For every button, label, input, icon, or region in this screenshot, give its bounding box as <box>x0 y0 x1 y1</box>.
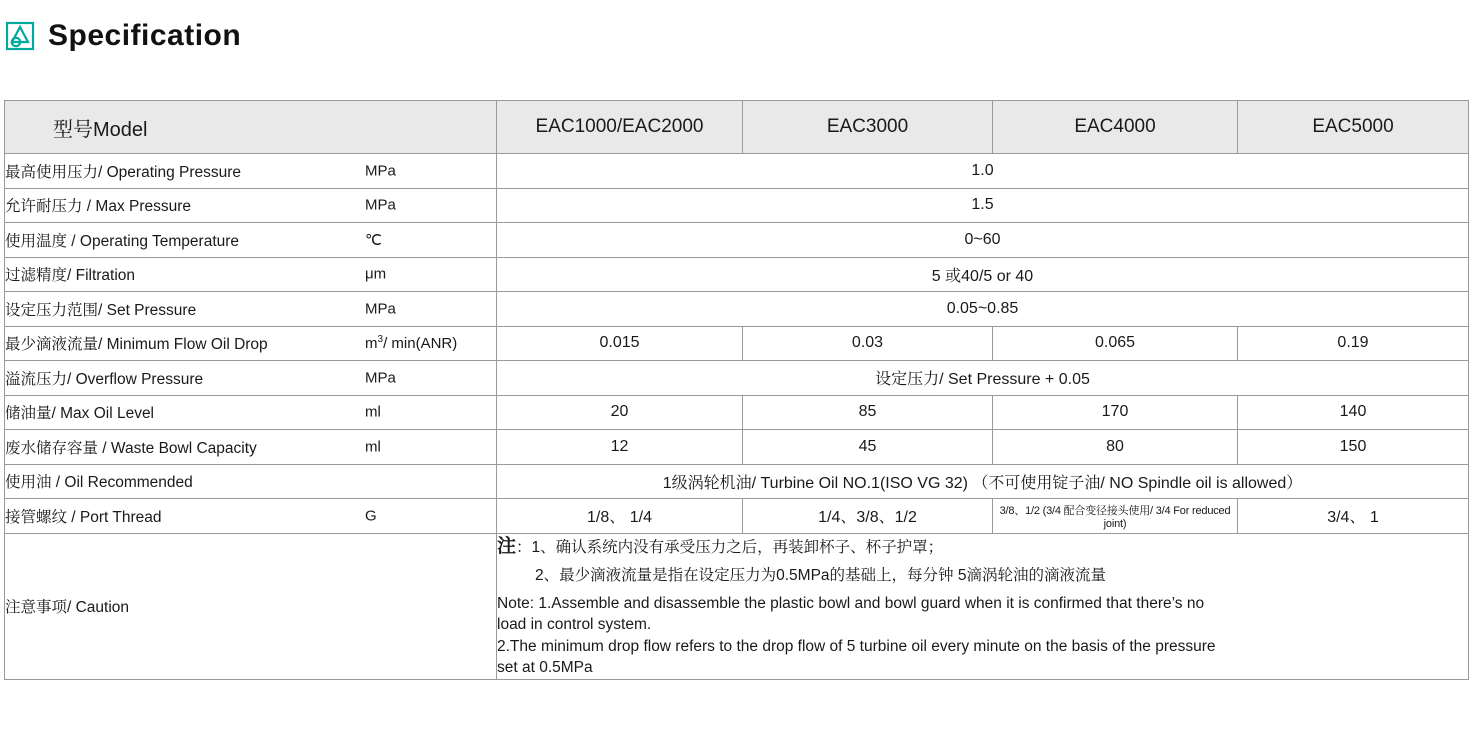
row-label-text: 允许耐压力 / Max Pressure <box>5 198 192 216</box>
row-unit-text: MPa <box>365 369 396 387</box>
row-unit-text: MPa <box>365 196 396 214</box>
header-cell-eac5000: EAC5000 <box>1238 101 1469 154</box>
table-row-caution <box>5 533 1469 679</box>
triangle-circle-square-logo-icon <box>6 20 36 52</box>
row-label-filtration <box>5 257 497 292</box>
page-title: Specification <box>48 19 242 52</box>
row-value-set-pressure: 0.05~0.85 <box>497 292 1469 327</box>
row-unit-text: μm <box>365 265 387 283</box>
row-value-waste-bowl-col3: 80 <box>993 430 1238 465</box>
row-label-operating-pressure <box>5 154 497 189</box>
row-label-operating-temperature <box>5 223 497 258</box>
row-label-text: 过滤精度/ Filtration <box>5 267 136 285</box>
row-value-max-oil-col2: 85 <box>743 395 993 430</box>
caution-en-line4: set at 0.5MPa <box>497 659 593 677</box>
caution-label: 注意事项/ Caution <box>5 533 497 679</box>
row-value-oil-recommended: 1级涡轮机油/ Turbine Oil NO.1(ISO VG 32) （不可使用锭子油/ NO Spindle oil is allowed） <box>497 464 1469 499</box>
table-row <box>5 464 1469 499</box>
table-row <box>5 188 1469 223</box>
row-value-operating-pressure: 1.0 <box>497 154 1469 189</box>
row-label-oil-recommended <box>5 464 497 499</box>
row-label-text: 设定压力范围/ Set Pressure <box>5 301 197 319</box>
row-label-text: 储油量/ Max Oil Level <box>5 405 155 423</box>
row-label-minimum-flow-oil-drop <box>5 326 497 361</box>
row-value-minimum-flow-col4: 0.19 <box>1238 326 1469 361</box>
row-label-text: 溢流压力/ Overflow Pressure <box>5 370 204 388</box>
row-value-port-thread-col1: 1/8、 1/4 <box>497 499 743 534</box>
row-value-waste-bowl-col2: 45 <box>743 430 993 465</box>
row-value-filtration: 5 或40/5 or 40 <box>497 257 1469 292</box>
caution-zhu-char: 注 <box>497 535 517 557</box>
row-value-max-oil-col3: 170 <box>993 395 1238 430</box>
table-row <box>5 395 1469 430</box>
header-cell-eac1000-2000: EAC1000/EAC2000 <box>497 101 743 154</box>
table-row <box>5 499 1469 534</box>
header-cell-eac4000: EAC4000 <box>993 101 1238 154</box>
row-value-max-oil-col1: 20 <box>497 395 743 430</box>
caution-en-line1: Note: 1.Assemble and disassemble the plastic bowl and bowl guard when it is confirmed that there’s no <box>497 595 1205 613</box>
caution-content <box>497 533 1469 679</box>
table-row <box>5 430 1469 465</box>
row-value-overflow-pressure: 设定压力/ Set Pressure + 0.05 <box>497 361 1469 396</box>
caution-en-line3: 2.The minimum drop flow refers to the drop flow of 5 turbine oil every minute on the basis of the pressure <box>497 637 1216 655</box>
row-value-port-thread-col2: 1/4、3/8、1/2 <box>743 499 993 534</box>
header-cell-eac3000: EAC3000 <box>743 101 993 154</box>
header-cell-model: 型号Model <box>5 101 497 154</box>
row-label-text: 废水储存容量 / Waste Bowl Capacity <box>5 439 257 457</box>
table-row <box>5 257 1469 292</box>
row-value-operating-temperature: 0~60 <box>497 223 1469 258</box>
table-row <box>5 154 1469 189</box>
row-label-text: 使用油 / Oil Recommended <box>5 474 193 492</box>
row-label-port-thread <box>5 499 497 534</box>
caution-cn-line1 <box>497 534 1468 560</box>
table-row <box>5 326 1469 361</box>
row-unit-text: $m^3/$ min(ANR) <box>365 334 458 353</box>
row-value-waste-bowl-col4: 150 <box>1238 430 1469 465</box>
row-value-minimum-flow-col3: 0.065 <box>993 326 1238 361</box>
row-label-text: 接管螺纹 / Port Thread <box>5 508 162 526</box>
specification-table <box>4 100 1469 680</box>
row-value-waste-bowl-col1: 12 <box>497 430 743 465</box>
specification-table-wrap <box>4 100 1468 680</box>
caution-cn-line1-text: ：1、确认系统内没有承受压力之后，再装卸杯子、杯子护罩； <box>516 538 944 556</box>
table-header-row <box>5 101 1469 154</box>
table-row <box>5 361 1469 396</box>
row-label-text: 最少滴液流量/ Minimum Flow Oil Drop <box>5 336 268 354</box>
row-label-waste-bowl-capacity <box>5 430 497 465</box>
row-value-minimum-flow-col2: 0.03 <box>743 326 993 361</box>
page-header <box>0 0 1471 58</box>
row-unit-text: ml <box>365 438 381 456</box>
row-label-max-pressure <box>5 188 497 223</box>
row-value-minimum-flow-col1: 0.015 <box>497 326 743 361</box>
caution-cn-line2: 2、最少滴液流量是指在设定压力为0.5MPa的基础上，每分钟 5滴涡轮油的滴液流量 <box>535 566 1106 584</box>
row-unit-text: ℃ <box>365 231 382 249</box>
table-row <box>5 292 1469 327</box>
row-value-port-thread-col3: 3/8、1/2 (3/4 配合变径接头使用/ 3/4 For reduced joint) <box>993 499 1238 534</box>
caution-en-line2: load in control system. <box>497 616 652 634</box>
row-label-text: 最高使用压力/ Operating Pressure <box>5 163 242 181</box>
row-label-text: 使用温度 / Operating Temperature <box>5 232 240 250</box>
row-value-port-thread-col4: 3/4、 1 <box>1238 499 1469 534</box>
row-unit-text: MPa <box>365 162 396 180</box>
row-value-max-oil-col4: 140 <box>1238 395 1469 430</box>
row-label-max-oil-level <box>5 395 497 430</box>
row-unit-text: MPa <box>365 300 396 318</box>
row-label-overflow-pressure <box>5 361 497 396</box>
row-unit-text: G <box>365 507 377 525</box>
row-label-set-pressure <box>5 292 497 327</box>
row-value-max-pressure: 1.5 <box>497 188 1469 223</box>
row-unit-text: ml <box>365 403 381 421</box>
table-row <box>5 223 1469 258</box>
